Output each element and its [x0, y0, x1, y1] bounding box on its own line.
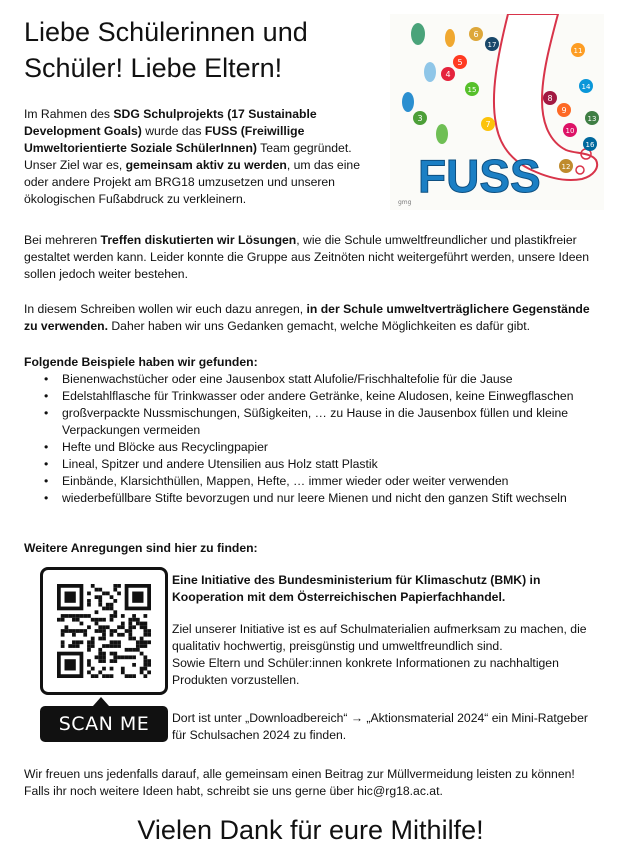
drop-number: 17	[487, 41, 497, 49]
list-item: • Einbände, Klarsichthüllen, Mappen, Hefte, … immer wieder oder weiter verwenden	[24, 473, 604, 490]
list-item: • wiederbefüllbare Stifte bevorzugen und nur leere Mienen und nicht den ganzen Stift wechseln	[24, 490, 604, 507]
p3-text-2: Daher haben wir uns Gedanken gemacht, welche Möglichkeiten es dafür gibt.	[107, 319, 531, 333]
fuss-foot-illustration	[390, 14, 604, 210]
examples-title: Folgende Beispiele haben wir gefunden:	[24, 355, 258, 369]
scan-me-pointer	[93, 697, 109, 706]
intro-text-3: Team gegründet. Unser Ziel war es,	[24, 141, 352, 172]
encouragement-paragraph	[24, 301, 604, 335]
closing-paragraph	[24, 766, 614, 800]
drop-number: 16	[585, 141, 595, 149]
p2-bold: Treffen diskutierten wir Lösungen	[100, 233, 297, 247]
more-resources-title: Weitere Anregungen sind hier zu finden:	[24, 541, 258, 555]
intro-paragraph	[24, 106, 374, 208]
list-item: • Bienenwachstücher oder eine Jausenbox statt Alufolie/Frischhaltefolie für die Jause	[24, 371, 604, 388]
intro-bold-aktiv: gemeinsam aktiv zu werden	[125, 158, 287, 172]
p2-text-1: Bei mehreren	[24, 233, 101, 247]
page-heading	[24, 14, 364, 86]
scan-me-label: SCAN ME	[40, 706, 168, 742]
p3-bold: in der Schule umweltverträglichere Gegenstände zu verwenden.	[24, 302, 590, 333]
drop-number: 3	[417, 114, 423, 123]
closing-line-2: Falls ihr noch weitere Ideen habt, schreibt sie uns gerne über hic@rg18.ac.at.	[24, 784, 443, 798]
intro-bold-sdg: SDG Schulprojekts (17 Sustainable Development Goals)	[24, 107, 317, 138]
drop-number: 11	[573, 47, 583, 55]
intro-bold-fuss: FUSS (Freiwillige Umweltorientierte Soziale SchülerInnen)	[24, 124, 305, 155]
drop-number: 10	[565, 127, 575, 135]
drop-number: 6	[473, 30, 479, 39]
goal-line-1: Ziel unserer Initiative ist es auf Schulmaterialien aufmerksam zu machen, die qualitativ hochwertig, preisgünstig und umweltfreundlich sind.	[172, 622, 587, 653]
drop-number: 4	[445, 70, 451, 79]
intro-text-4: , um das eine oder andere Projekt am BRG18 umzusetzen und unseren ökologischen Fußabdruck zu verkleinern.	[24, 158, 360, 206]
download-info-text: Dort ist unter „Downloadbereich“ → „Aktionsmaterial 2024“ ein Mini-Ratgeber für Schulsachen 2024 zu finden.	[172, 711, 588, 742]
thanks-heading: Vielen Dank für eure Mithilfe!	[137, 815, 484, 845]
discussion-paragraph	[24, 232, 604, 283]
drop-number: 5	[457, 58, 463, 67]
drop-number: 12	[561, 163, 571, 171]
drop-number: 15	[467, 86, 477, 94]
drop-number: 13	[587, 115, 597, 123]
examples-list	[24, 371, 604, 507]
closing-line-1: Wir freuen uns jedenfalls darauf, alle gemeinsam einen Beitrag zur Müllvermeidung leisten zu können!	[24, 767, 575, 781]
artist-signature: gmg	[398, 199, 412, 206]
heading-line-1: Liebe Schülerinnen und	[24, 17, 308, 47]
p3-text-1: In diesem Schreiben wollen wir euch dazu anregen,	[24, 302, 307, 316]
drop-number: 9	[561, 106, 567, 115]
list-item: • großverpackte Nussmischungen, Süßigkeiten, … zu Hause in die Jausenbox füllen und kleine Verpackungen vermeiden	[24, 405, 604, 439]
list-item: • Hefte und Blöcke aus Recyclingpapier	[24, 439, 604, 456]
foot-drawing	[390, 14, 604, 210]
qr-code[interactable]	[40, 567, 168, 695]
drop-number: 8	[547, 94, 553, 103]
intro-text-2: wurde das	[141, 124, 205, 138]
fuss-logo-text: FUSS	[418, 150, 541, 202]
qr-code-pattern	[57, 584, 151, 678]
fuss-logo	[418, 150, 541, 202]
p2-text-2: , wie die Schule umweltfreundlicher und plastikfreier gestaltet werden kann. Leider konnte die Gruppe aus Zeitnöten nicht weitergeführt werden, unsere Ideen sollen jedoch weiter bestehen.	[24, 233, 590, 281]
drop-number: 7	[485, 120, 491, 129]
list-item: • Edelstahlflasche für Trinkwasser oder andere Getränke, keine Aludosen, keine Einwegflaschen	[24, 388, 604, 405]
intro-text-1: Im Rahmen des	[24, 107, 114, 121]
heading-line-2: Schüler! Liebe Eltern!	[24, 53, 283, 83]
list-item: • Lineal, Spitzer und andere Utensilien aus Holz statt Plastik	[24, 456, 604, 473]
goal-line-2: Sowie Eltern und Schüler:innen konkrete Informationen zu nachhaltigen Produkten vorzustellen.	[172, 656, 559, 687]
initiative-goal-text	[172, 621, 602, 689]
bmk-initiative-text: Eine Initiative des Bundesministerium für Klimaschutz (BMK) in Kooperation mit dem Österreichischen Papierfachhandel.	[172, 573, 541, 604]
drop-number: 14	[581, 83, 591, 91]
